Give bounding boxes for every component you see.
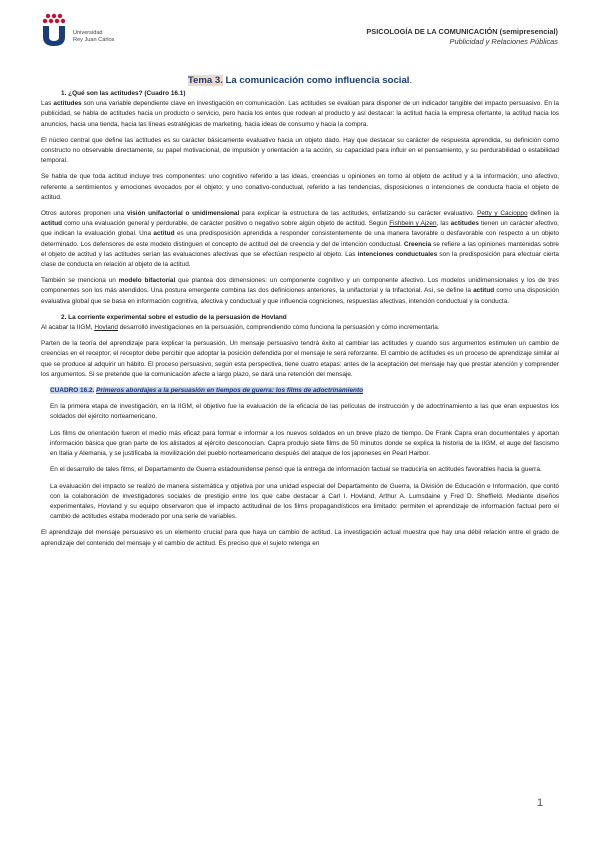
degree-name: Publicidad y Relaciones Públicas: [449, 37, 558, 46]
paragraph: Al acabar la IIGM, Hovland desarrolló investigaciones en la persuasión, comprendiendo cómo funciona la persuasión y cómo incrementarla.: [41, 324, 440, 332]
paragraph: El núcleo central que define las actitudes es su carácter básicamente evaluativo hacia un objeto dado. Hay que destacar su carácter de respuesta aprendida, su definición como constructo no observable directamente, su papel motivacional, de impulsión y orientación a la acción, su capacidad para influir en el pensamiento, y su perdurabilidad o estabilidad temporal.: [41, 136, 559, 165]
section-heading-1: 1. ¿Qué son las actitudes? (Cuadro 16.1): [61, 90, 186, 97]
document-body: [41, 75, 559, 555]
paragraph: También se menciona un modelo bifactorial que plantea dos dimensiones: un componente cognitivo y un componente afectivo. Los modelos unidimensionales y los de tres componentes son los más atendidos. Una postura emergente combina las dos definiciones anteriores, la unifactorial y la trifactorial. Así, se define la actitud como una disposición evaluativa global que se basa en información cognitiva, afectiva y conductual y que influencia cogniciones, respuestas afectivas, intención conductual y la conducta.: [41, 277, 559, 305]
box-paragraph: En la primera etapa de investigación, en la IIGM, el objetivo fue la evaluación de la eficacia de las películas de instrucción y de adoctrinamiento a las que eran expuestos los soldados del ejército norteamericano.: [50, 403, 559, 421]
logo-line-2: Rey Juan Carlos: [73, 37, 115, 43]
paragraph: Otros autores proponen una visión unifactorial o unidimensional para explicar la estructura de las actitudes, enfatizando su carácter evaluativo. Petty y Cacioppo definen la actitud como una evaluación general y perdurable, de carácter positivo o negativo sobre algún objeto de actitud. Según Fishbein y Ajzen, las actitudes tienen un carácter afectivo, que indican la evaluación global. Una actitud es una predisposición aprendida a responder consistentemente de una manera favorable o desfavorable con respecto a un objeto determinado. Los defensores de este modelo distinguen el concepto de actitud del de creencia y del de intención conductual. Creencia se refiere a las opiniones mantenidas sobre el objeto de actitud y las actitudes serían las evaluaciones afectivas que se efectúan respecto al objeto. Las intenciones conductuales son la predisposición para efectuar cierta clase de conducta en relación al objeto de la actitud.: [41, 210, 559, 269]
university-crest-icon: [40, 13, 68, 47]
page-number: 1: [537, 797, 544, 809]
university-logo: [40, 13, 114, 47]
title-number: Tema 3.: [187, 75, 223, 86]
title-dot: .: [409, 75, 413, 86]
cuadro-16-2: [50, 386, 559, 522]
paragraph: Las actitudes son una variable dependiente clave en investigación en comunicación. Las actitudes se evalúan para disponer de un indicador tangible del impacto persuasivo. En la publicidad, se habla de actitudes hacia un producto o servicio, pero hacia los entes que rodean al producto y así destacar: la actitud hacia la empresa ofertante, la actitud hacia los anuncios, hacia una tienda, hacia las líneas estratégicas de marketing, hacia ideas de consumo y hacia la compra.: [41, 100, 560, 128]
title-text: La comunicación como influencia social: [225, 75, 410, 86]
page-title: [41, 75, 559, 87]
box-paragraph: En el desarrollo de tales films, el Departamento de Guerra estadounidense pensó que la entrega de información factual se traduciría en actitudes favorables hacia la guerra.: [50, 466, 542, 474]
document-header: [366, 27, 558, 47]
logo-line-1: Universidad: [73, 30, 103, 36]
course-name: PSICOLOGÍA DE LA COMUNICACIÓN (semipresencial): [366, 27, 558, 36]
paragraph: El aprendizaje del mensaje persuasivo es un elemento crucial para que haya un cambio de actitud. La investigación actual muestra que hay una débil relación entre el grado de aprendizaje del contenido del mensaje y el cambio de actitud. Es preciso que el sujeto retenga en: [41, 529, 559, 547]
section-heading-2: 2. La corriente experimental sobre el estudio de la persuasión de Hovland: [61, 313, 287, 321]
box-title: CUADRO 16.2. Primeros abordajes a la persuasión en tiempos de guerra: los films de adoctrinamiento: [50, 387, 364, 395]
box-paragraph: Los films de orientación fueron el medio más eficaz para formar e informar a los nuevos soldados en un breve plazo de tiempo. De Frank Capra eran documentales y aportan información básica que gran parte de los alistados al ejército desconocían. Capra produjo siete films de 50 minutos donde se explica la historia de la IIGM, el auge del fascismo en Italia y Alemania, y se justificaba la movilización del pueblo norteamericano después del ataque de los japoneses en Pearl Harbor.: [50, 429, 559, 458]
paragraph: Se habla de que toda actitud incluye tres componentes: uno cognitivo referido a las ideas, creencias u opiniones en torno al objeto de actitud y a la información; uno afectivo, referente a sentimientos y emociones evocados por el objeto; y uno conativo-conductual, referido a las tendencias, disposiciones o intenciones de conducta hacia el objeto de actitud.: [41, 173, 559, 201]
university-name: [73, 30, 114, 44]
box-paragraph: La evaluación del impacto se realizó de manera sistemática y objetiva por una unidad especial del Departamento de Guerra, la División de Educación e Información, que contó con la colaboración de investigadores sociales de prestigio entre los que cabe destacar a Carl I. Hovland, Arthur A. Lumsdaine y Fred D. Sheffield. Mediante diseños experimentales, Hovland y su equipo observaron que el impacto actitudinal de los films propagandísticos era limitado: permiten el aprendizaje de información factual pero el cambio de actitudes estaba moderado por una serie de variables.: [50, 482, 559, 521]
paragraph: Parten de la teoría del aprendizaje para explicar la persuasión. Un mensaje persuasivo tendrá éxito al cambiar las actitudes y cuando sus argumentos estimulen un cambio de creencias en el receptor; el receptor debe percibir que adoptar la posición defendida por el mensaje le será reforzante. El cambio de actitudes es un proceso de aprendizaje similar al que se produce al adquirir un hábito. El proceso persuasivo, según esta perspectiva, tiene cuatro etapas: antes de la aceptación del mensaje hay que prestar atención y comprender los argumentos. Si se pretende que la comunicación afecte a largo plazo, se dará una retención del mensaje.: [41, 340, 559, 378]
